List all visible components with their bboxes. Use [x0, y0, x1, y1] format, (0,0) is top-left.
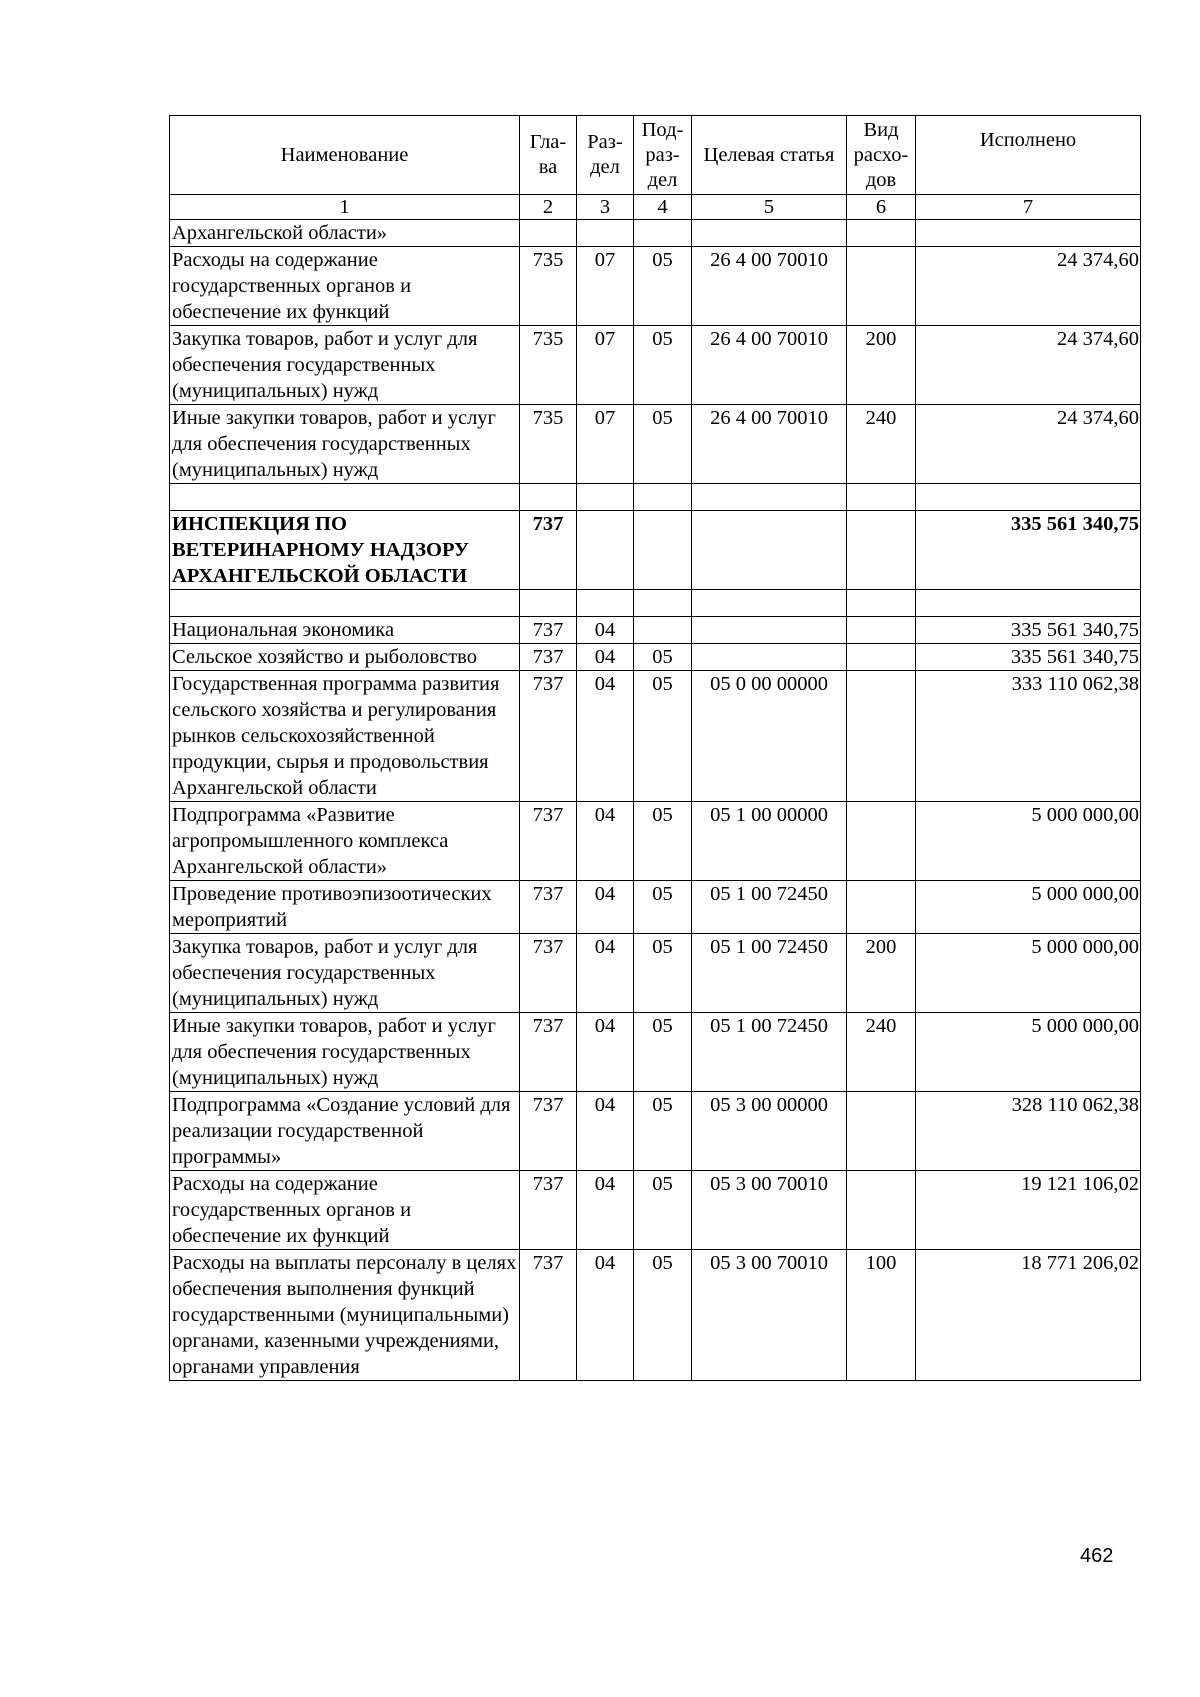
cell-target: 05 1 00 72450 [692, 881, 847, 934]
cell-amount: 18 771 206,02 [916, 1250, 1141, 1381]
cell-razdel: 04 [577, 881, 634, 934]
cell-name: Иные закупки товаров, работ и услуг для обеспечения государственных (муниципальных) нужд [170, 1013, 520, 1092]
cell-podrazdel [634, 484, 692, 511]
cell-razdel: 04 [577, 1092, 634, 1171]
cell-glava: 735 [520, 247, 577, 326]
cell-name: Национальная экономика [170, 617, 520, 644]
cell-name: ИНСПЕКЦИЯ ПО ВЕТЕРИНАРНОМУ НАДЗОРУ АРХАНГЕЛЬСКОЙ ОБЛАСТИ [170, 511, 520, 590]
budget-table [169, 115, 1141, 1381]
cell-razdel: 04 [577, 617, 634, 644]
table-row [170, 1013, 1141, 1092]
table-row [170, 644, 1141, 671]
cell-razdel: 07 [577, 247, 634, 326]
cell-glava: 737 [520, 1013, 577, 1092]
cell-target: 05 1 00 72450 [692, 934, 847, 1013]
cell-glava: 737 [520, 617, 577, 644]
cell-razdel: 04 [577, 802, 634, 881]
cell-podrazdel [634, 511, 692, 590]
cell-amount [916, 590, 1141, 617]
cell-target: 26 4 00 70010 [692, 247, 847, 326]
cell-name [170, 590, 520, 617]
cell-name: Закупка товаров, работ и услуг для обеспечения государственных (муниципальных) нужд [170, 934, 520, 1013]
cell-podrazdel: 05 [634, 1250, 692, 1381]
cell-vid [847, 247, 916, 326]
cell-target: 05 3 00 00000 [692, 1092, 847, 1171]
cell-razdel [577, 484, 634, 511]
cell-glava: 735 [520, 326, 577, 405]
cell-target: 05 3 00 70010 [692, 1171, 847, 1250]
cell-amount: 5 000 000,00 [916, 802, 1141, 881]
cell-target [692, 590, 847, 617]
cell-vid: 240 [847, 1013, 916, 1092]
cell-vid: 200 [847, 326, 916, 405]
cell-amount: 24 374,60 [916, 326, 1141, 405]
cell-vid [847, 484, 916, 511]
cell-target: 05 1 00 00000 [692, 802, 847, 881]
column-number: 2 [520, 195, 577, 220]
header-podrazdel: Под- раз- дел [634, 116, 692, 195]
cell-target [692, 644, 847, 671]
column-number: 7 [916, 195, 1141, 220]
cell-target [692, 617, 847, 644]
cell-razdel: 04 [577, 644, 634, 671]
cell-podrazdel [634, 617, 692, 644]
cell-name: Проведение противоэпизоотических мероприятий [170, 881, 520, 934]
cell-vid [847, 802, 916, 881]
cell-name [170, 484, 520, 511]
cell-vid [847, 644, 916, 671]
cell-podrazdel: 05 [634, 671, 692, 802]
cell-glava [520, 220, 577, 247]
budget-table-container [169, 115, 1140, 1381]
cell-glava [520, 590, 577, 617]
cell-glava: 737 [520, 934, 577, 1013]
cell-name: Расходы на выплаты персоналу в целях обеспечения выполнения функций государственными (муниципальными) органами, казенными учреждениями, органами управления [170, 1250, 520, 1381]
cell-amount: 333 110 062,38 [916, 671, 1141, 802]
table-row [170, 405, 1141, 484]
cell-name: Подпрограмма «Развитие агропромышленного комплекса Архангельской области» [170, 802, 520, 881]
cell-razdel [577, 220, 634, 247]
cell-amount: 335 561 340,75 [916, 617, 1141, 644]
cell-razdel: 04 [577, 671, 634, 802]
column-number: 4 [634, 195, 692, 220]
column-number: 1 [170, 195, 520, 220]
cell-glava [520, 484, 577, 511]
cell-vid [847, 881, 916, 934]
cell-podrazdel: 05 [634, 802, 692, 881]
table-row [170, 511, 1141, 590]
cell-razdel: 07 [577, 326, 634, 405]
cell-vid [847, 1171, 916, 1250]
cell-amount: 335 561 340,75 [916, 511, 1141, 590]
cell-podrazdel: 05 [634, 405, 692, 484]
cell-podrazdel: 05 [634, 644, 692, 671]
cell-amount: 5 000 000,00 [916, 881, 1141, 934]
cell-amount: 5 000 000,00 [916, 934, 1141, 1013]
cell-amount [916, 220, 1141, 247]
cell-podrazdel: 05 [634, 881, 692, 934]
cell-amount [916, 484, 1141, 511]
cell-glava: 737 [520, 1250, 577, 1381]
cell-name: Государственная программа развития сельского хозяйства и регулирования рынков сельскохозяйственной продукции, сырья и продовольствия Архангельской области [170, 671, 520, 802]
cell-glava: 737 [520, 802, 577, 881]
cell-podrazdel: 05 [634, 1092, 692, 1171]
cell-razdel: 04 [577, 934, 634, 1013]
cell-podrazdel: 05 [634, 1171, 692, 1250]
cell-razdel [577, 590, 634, 617]
cell-amount: 24 374,60 [916, 247, 1141, 326]
cell-podrazdel: 05 [634, 326, 692, 405]
header-ispolneno: Исполнено [916, 116, 1141, 195]
column-number-row [170, 195, 1141, 220]
header-glava: Гла- ва [520, 116, 577, 195]
page-number: 462 [1080, 1545, 1114, 1567]
cell-razdel [577, 511, 634, 590]
cell-vid [847, 671, 916, 802]
table-row [170, 802, 1141, 881]
table-row [170, 484, 1141, 511]
cell-target: 05 3 00 70010 [692, 1250, 847, 1381]
table-row [170, 1092, 1141, 1171]
cell-vid [847, 590, 916, 617]
cell-glava: 735 [520, 405, 577, 484]
cell-target [692, 220, 847, 247]
table-row [170, 671, 1141, 802]
cell-vid [847, 1092, 916, 1171]
cell-name: Иные закупки товаров, работ и услуг для обеспечения государственных (муниципальных) нужд [170, 405, 520, 484]
cell-target: 05 0 00 00000 [692, 671, 847, 802]
column-number: 3 [577, 195, 634, 220]
cell-name: Сельское хозяйство и рыболовство [170, 644, 520, 671]
cell-amount: 5 000 000,00 [916, 1013, 1141, 1092]
cell-target [692, 511, 847, 590]
header-vid: Вид расхо- дов [847, 116, 916, 195]
table-row [170, 881, 1141, 934]
cell-amount: 335 561 340,75 [916, 644, 1141, 671]
cell-vid [847, 220, 916, 247]
cell-name: Подпрограмма «Создание условий для реализации государственной программы» [170, 1092, 520, 1171]
cell-podrazdel [634, 590, 692, 617]
cell-name: Архангельской области» [170, 220, 520, 247]
header-target: Целевая статья [692, 116, 847, 195]
column-number: 5 [692, 195, 847, 220]
cell-target: 05 1 00 72450 [692, 1013, 847, 1092]
cell-podrazdel: 05 [634, 934, 692, 1013]
cell-vid [847, 511, 916, 590]
cell-target: 26 4 00 70010 [692, 405, 847, 484]
cell-target [692, 484, 847, 511]
cell-podrazdel: 05 [634, 1013, 692, 1092]
table-row [170, 1250, 1141, 1381]
table-row [170, 326, 1141, 405]
column-number: 6 [847, 195, 916, 220]
table-row [170, 590, 1141, 617]
cell-razdel: 04 [577, 1013, 634, 1092]
cell-glava: 737 [520, 1171, 577, 1250]
cell-glava: 737 [520, 1092, 577, 1171]
cell-glava: 737 [520, 511, 577, 590]
cell-razdel: 04 [577, 1250, 634, 1381]
cell-razdel: 04 [577, 1171, 634, 1250]
cell-podrazdel [634, 220, 692, 247]
table-row [170, 1171, 1141, 1250]
header-razdel: Раз- дел [577, 116, 634, 195]
table-row [170, 934, 1141, 1013]
cell-vid: 240 [847, 405, 916, 484]
cell-glava: 737 [520, 671, 577, 802]
cell-podrazdel: 05 [634, 247, 692, 326]
cell-name: Закупка товаров, работ и услуг для обеспечения государственных (муниципальных) нужд [170, 326, 520, 405]
table-body [170, 220, 1141, 1381]
cell-target: 26 4 00 70010 [692, 326, 847, 405]
table-row [170, 220, 1141, 247]
table-row [170, 617, 1141, 644]
table-row [170, 247, 1141, 326]
header-name: Наименование [170, 116, 520, 195]
cell-razdel: 07 [577, 405, 634, 484]
cell-vid: 200 [847, 934, 916, 1013]
cell-vid [847, 617, 916, 644]
cell-glava: 737 [520, 644, 577, 671]
cell-name: Расходы на содержание государственных органов и обеспечение их функций [170, 1171, 520, 1250]
cell-vid: 100 [847, 1250, 916, 1381]
cell-amount: 24 374,60 [916, 405, 1141, 484]
cell-glava: 737 [520, 881, 577, 934]
cell-name: Расходы на содержание государственных органов и обеспечение их функций [170, 247, 520, 326]
cell-amount: 328 110 062,38 [916, 1092, 1141, 1171]
header-row [170, 116, 1141, 195]
cell-amount: 19 121 106,02 [916, 1171, 1141, 1250]
